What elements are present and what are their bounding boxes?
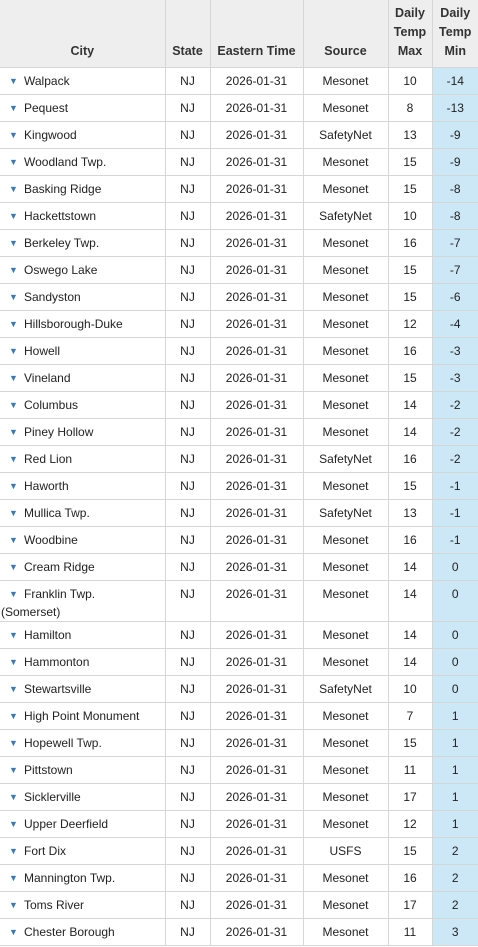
- cell-city: [0, 581, 165, 622]
- cell-eastern-time: 2026-01-31: [210, 446, 303, 473]
- cell-city: [0, 446, 165, 473]
- cell-city: [0, 527, 165, 554]
- triangle-down-icon[interactable]: ▼: [9, 657, 18, 667]
- city-name[interactable]: Howell: [24, 344, 61, 358]
- table-row[interactable]: [0, 392, 478, 419]
- cell-daily-temp-min: -3: [432, 365, 478, 392]
- cell-daily-temp-min: 0: [432, 649, 478, 676]
- table-row[interactable]: [0, 527, 478, 554]
- cell-daily-temp-max: 14: [388, 419, 432, 446]
- cell-daily-temp-min: -1: [432, 500, 478, 527]
- triangle-down-icon[interactable]: ▼: [9, 765, 18, 775]
- cell-source: Mesonet: [303, 865, 388, 892]
- cell-daily-temp-min: -1: [432, 473, 478, 500]
- triangle-down-icon[interactable]: ▼: [9, 481, 18, 491]
- cell-daily-temp-max: 16: [388, 527, 432, 554]
- cell-source: Mesonet: [303, 473, 388, 500]
- cell-source: Mesonet: [303, 311, 388, 338]
- cell-state: NJ: [165, 68, 210, 95]
- cell-eastern-time: 2026-01-31: [210, 919, 303, 946]
- cell-state: NJ: [165, 730, 210, 757]
- cell-daily-temp-max: 15: [388, 176, 432, 203]
- cell-daily-temp-max: 13: [388, 500, 432, 527]
- city-name[interactable]: Pequest: [24, 101, 69, 115]
- cell-state: NJ: [165, 622, 210, 649]
- cell-eastern-time: 2026-01-31: [210, 527, 303, 554]
- cell-daily-temp-min: 1: [432, 703, 478, 730]
- cell-eastern-time: 2026-01-31: [210, 649, 303, 676]
- table-row[interactable]: [0, 68, 478, 95]
- table-row[interactable]: [0, 892, 478, 919]
- cell-state: NJ: [165, 865, 210, 892]
- cell-source: Mesonet: [303, 176, 388, 203]
- city-name[interactable]: Mullica Twp.: [24, 506, 90, 520]
- cell-daily-temp-max: 7: [388, 703, 432, 730]
- cell-city: [0, 365, 165, 392]
- cell-eastern-time: 2026-01-31: [210, 230, 303, 257]
- cell-state: NJ: [165, 703, 210, 730]
- cell-city: [0, 68, 165, 95]
- cell-source: Mesonet: [303, 95, 388, 122]
- triangle-down-icon[interactable]: ▼: [9, 373, 18, 383]
- column-header-eastern-time[interactable]: Eastern Time: [210, 0, 303, 68]
- cell-daily-temp-min: 0: [432, 676, 478, 703]
- city-name[interactable]: Toms River: [24, 898, 85, 912]
- cell-state: NJ: [165, 892, 210, 919]
- cell-city: [0, 811, 165, 838]
- column-header-daily-temp-max[interactable]: Daily Temp Max: [388, 0, 432, 68]
- triangle-down-icon[interactable]: ▼: [9, 562, 18, 572]
- table-row[interactable]: [0, 365, 478, 392]
- cell-eastern-time: 2026-01-31: [210, 338, 303, 365]
- table-row[interactable]: [0, 703, 478, 730]
- city-name[interactable]: Hamilton: [24, 628, 72, 642]
- cell-state: NJ: [165, 230, 210, 257]
- cell-state: NJ: [165, 419, 210, 446]
- table-row[interactable]: [0, 446, 478, 473]
- cell-city: [0, 676, 165, 703]
- cell-state: NJ: [165, 500, 210, 527]
- city-name[interactable]: Hillsborough-Duke: [24, 317, 123, 331]
- cell-daily-temp-min: 0: [432, 554, 478, 581]
- table-row[interactable]: [0, 203, 478, 230]
- table-row[interactable]: [0, 730, 478, 757]
- column-header-city[interactable]: City: [0, 0, 165, 68]
- cell-city: [0, 338, 165, 365]
- table-row[interactable]: [0, 784, 478, 811]
- cell-eastern-time: 2026-01-31: [210, 68, 303, 95]
- triangle-down-icon[interactable]: ▼: [9, 184, 18, 194]
- cell-daily-temp-min: -1: [432, 527, 478, 554]
- cell-daily-temp-max: 15: [388, 365, 432, 392]
- table-row[interactable]: [0, 554, 478, 581]
- table-row[interactable]: [0, 257, 478, 284]
- cell-city: [0, 311, 165, 338]
- cell-daily-temp-min: 2: [432, 892, 478, 919]
- cell-daily-temp-max: 15: [388, 257, 432, 284]
- triangle-down-icon[interactable]: ▼: [9, 130, 18, 140]
- triangle-down-icon[interactable]: ▼: [9, 400, 18, 410]
- cell-eastern-time: 2026-01-31: [210, 865, 303, 892]
- cell-daily-temp-max: 11: [388, 757, 432, 784]
- city-name[interactable]: Hammonton: [24, 655, 90, 669]
- city-name-continued: (Somerset): [1, 605, 61, 619]
- cell-daily-temp-min: -7: [432, 230, 478, 257]
- triangle-down-icon[interactable]: ▼: [9, 292, 18, 302]
- city-name[interactable]: Haworth: [24, 479, 69, 493]
- cell-state: NJ: [165, 257, 210, 284]
- triangle-down-icon[interactable]: ▼: [9, 630, 18, 640]
- triangle-down-icon[interactable]: ▼: [9, 927, 18, 937]
- cell-daily-temp-max: 10: [388, 676, 432, 703]
- cell-source: Mesonet: [303, 622, 388, 649]
- triangle-down-icon[interactable]: ▼: [9, 711, 18, 721]
- cell-city: [0, 392, 165, 419]
- cell-daily-temp-max: 12: [388, 311, 432, 338]
- cell-city: [0, 149, 165, 176]
- cell-source: Mesonet: [303, 149, 388, 176]
- triangle-down-icon[interactable]: ▼: [9, 238, 18, 248]
- cell-eastern-time: 2026-01-31: [210, 257, 303, 284]
- table-row[interactable]: [0, 622, 478, 649]
- table-row[interactable]: [0, 581, 478, 622]
- cell-daily-temp-min: -7: [432, 257, 478, 284]
- cell-eastern-time: 2026-01-31: [210, 500, 303, 527]
- triangle-down-icon[interactable]: ▼: [9, 589, 18, 599]
- cell-daily-temp-min: 1: [432, 784, 478, 811]
- cell-city: [0, 784, 165, 811]
- cell-city: [0, 473, 165, 500]
- city-name[interactable]: Woodbine: [24, 533, 78, 547]
- cell-source: SafetyNet: [303, 676, 388, 703]
- cell-daily-temp-min: -3: [432, 338, 478, 365]
- city-name[interactable]: Columbus: [24, 398, 79, 412]
- cell-daily-temp-min: 1: [432, 811, 478, 838]
- city-name[interactable]: Oswego Lake: [24, 263, 98, 277]
- cell-daily-temp-max: 14: [388, 622, 432, 649]
- triangle-down-icon[interactable]: ▼: [9, 792, 18, 802]
- cell-state: NJ: [165, 527, 210, 554]
- cell-daily-temp-max: 17: [388, 892, 432, 919]
- cell-daily-temp-min: -14: [432, 68, 478, 95]
- city-name[interactable]: Vineland: [24, 371, 71, 385]
- cell-daily-temp-max: 16: [388, 446, 432, 473]
- table-row[interactable]: [0, 284, 478, 311]
- table-row[interactable]: [0, 676, 478, 703]
- cell-city: [0, 95, 165, 122]
- cell-daily-temp-min: -6: [432, 284, 478, 311]
- triangle-down-icon[interactable]: ▼: [9, 103, 18, 113]
- triangle-down-icon[interactable]: ▼: [9, 873, 18, 883]
- cell-daily-temp-min: 2: [432, 838, 478, 865]
- triangle-down-icon[interactable]: ▼: [9, 846, 18, 856]
- cell-state: NJ: [165, 784, 210, 811]
- table-row[interactable]: [0, 122, 478, 149]
- column-header-source[interactable]: Source: [303, 0, 388, 68]
- cell-city: [0, 554, 165, 581]
- cell-daily-temp-max: 11: [388, 919, 432, 946]
- cell-city: [0, 230, 165, 257]
- cell-source: Mesonet: [303, 392, 388, 419]
- cell-eastern-time: 2026-01-31: [210, 419, 303, 446]
- cell-eastern-time: 2026-01-31: [210, 392, 303, 419]
- cell-source: Mesonet: [303, 649, 388, 676]
- cell-daily-temp-min: -8: [432, 176, 478, 203]
- triangle-down-icon[interactable]: ▼: [9, 427, 18, 437]
- cell-daily-temp-max: 14: [388, 581, 432, 622]
- cell-source: USFS: [303, 838, 388, 865]
- table-row[interactable]: [0, 95, 478, 122]
- city-name[interactable]: Woodland Twp.: [24, 155, 107, 169]
- cell-source: Mesonet: [303, 284, 388, 311]
- triangle-down-icon[interactable]: ▼: [9, 346, 18, 356]
- cell-daily-temp-min: -2: [432, 419, 478, 446]
- cell-state: NJ: [165, 757, 210, 784]
- city-name[interactable]: Berkeley Twp.: [24, 236, 100, 250]
- city-name[interactable]: Fort Dix: [24, 844, 66, 858]
- cell-eastern-time: 2026-01-31: [210, 703, 303, 730]
- cell-state: NJ: [165, 919, 210, 946]
- city-name[interactable]: Sicklerville: [24, 790, 81, 804]
- cell-state: NJ: [165, 176, 210, 203]
- cell-source: Mesonet: [303, 581, 388, 622]
- cell-city: [0, 757, 165, 784]
- cell-state: NJ: [165, 676, 210, 703]
- cell-eastern-time: 2026-01-31: [210, 473, 303, 500]
- cell-daily-temp-max: 13: [388, 122, 432, 149]
- cell-daily-temp-min: 0: [432, 581, 478, 622]
- cell-daily-temp-max: 15: [388, 730, 432, 757]
- cell-city: [0, 500, 165, 527]
- cell-daily-temp-min: -2: [432, 392, 478, 419]
- cell-city: [0, 622, 165, 649]
- cell-daily-temp-max: 14: [388, 649, 432, 676]
- cell-daily-temp-min: -4: [432, 311, 478, 338]
- triangle-down-icon[interactable]: ▼: [9, 76, 18, 86]
- cell-eastern-time: 2026-01-31: [210, 203, 303, 230]
- cell-city: [0, 730, 165, 757]
- table-row[interactable]: [0, 338, 478, 365]
- cell-eastern-time: 2026-01-31: [210, 730, 303, 757]
- cell-source: Mesonet: [303, 730, 388, 757]
- cell-state: NJ: [165, 365, 210, 392]
- triangle-down-icon[interactable]: ▼: [9, 211, 18, 221]
- cell-eastern-time: 2026-01-31: [210, 892, 303, 919]
- cell-city: [0, 419, 165, 446]
- cell-state: NJ: [165, 581, 210, 622]
- cell-source: SafetyNet: [303, 446, 388, 473]
- cell-daily-temp-min: -9: [432, 149, 478, 176]
- cell-daily-temp-max: 8: [388, 95, 432, 122]
- table-row[interactable]: [0, 176, 478, 203]
- city-name[interactable]: Franklin Twp.: [24, 587, 96, 601]
- cell-daily-temp-max: 10: [388, 203, 432, 230]
- cell-state: NJ: [165, 95, 210, 122]
- city-name[interactable]: Piney Hollow: [24, 425, 94, 439]
- table-row[interactable]: [0, 473, 478, 500]
- table-header: [0, 0, 478, 68]
- city-name[interactable]: High Point Monument: [24, 709, 140, 723]
- city-name[interactable]: Hopewell Twp.: [24, 736, 102, 750]
- table-row[interactable]: [0, 865, 478, 892]
- cell-city: [0, 203, 165, 230]
- table-row[interactable]: [0, 419, 478, 446]
- cell-city: [0, 649, 165, 676]
- cell-city: [0, 176, 165, 203]
- column-header-state[interactable]: State: [165, 0, 210, 68]
- cell-daily-temp-min: -8: [432, 203, 478, 230]
- cell-state: NJ: [165, 838, 210, 865]
- city-name[interactable]: Mannington Twp.: [24, 871, 116, 885]
- cell-daily-temp-max: 14: [388, 554, 432, 581]
- cell-source: SafetyNet: [303, 203, 388, 230]
- cell-daily-temp-max: 14: [388, 392, 432, 419]
- cell-eastern-time: 2026-01-31: [210, 122, 303, 149]
- cell-daily-temp-min: -2: [432, 446, 478, 473]
- cell-eastern-time: 2026-01-31: [210, 176, 303, 203]
- table-row[interactable]: [0, 649, 478, 676]
- cell-source: SafetyNet: [303, 122, 388, 149]
- cell-daily-temp-min: 1: [432, 757, 478, 784]
- cell-source: Mesonet: [303, 554, 388, 581]
- city-name[interactable]: Upper Deerfield: [24, 817, 109, 831]
- cell-eastern-time: 2026-01-31: [210, 784, 303, 811]
- cell-source: Mesonet: [303, 68, 388, 95]
- cell-city: [0, 257, 165, 284]
- table-row[interactable]: [0, 500, 478, 527]
- cell-source: Mesonet: [303, 419, 388, 446]
- cell-state: NJ: [165, 311, 210, 338]
- cell-daily-temp-max: 12: [388, 811, 432, 838]
- triangle-down-icon[interactable]: ▼: [9, 454, 18, 464]
- cell-eastern-time: 2026-01-31: [210, 581, 303, 622]
- cell-source: Mesonet: [303, 811, 388, 838]
- cell-state: NJ: [165, 649, 210, 676]
- cell-daily-temp-min: 2: [432, 865, 478, 892]
- cell-eastern-time: 2026-01-31: [210, 757, 303, 784]
- cell-source: Mesonet: [303, 892, 388, 919]
- cell-eastern-time: 2026-01-31: [210, 811, 303, 838]
- cell-eastern-time: 2026-01-31: [210, 676, 303, 703]
- cell-daily-temp-min: 3: [432, 919, 478, 946]
- cell-eastern-time: 2026-01-31: [210, 284, 303, 311]
- cell-daily-temp-max: 17: [388, 784, 432, 811]
- triangle-down-icon[interactable]: ▼: [9, 319, 18, 329]
- cell-eastern-time: 2026-01-31: [210, 554, 303, 581]
- cell-daily-temp-max: 16: [388, 230, 432, 257]
- cell-daily-temp-max: 16: [388, 338, 432, 365]
- cell-source: Mesonet: [303, 919, 388, 946]
- table-row[interactable]: [0, 838, 478, 865]
- city-name[interactable]: Walpack: [24, 74, 70, 88]
- cell-state: NJ: [165, 554, 210, 581]
- cell-daily-temp-max: 15: [388, 838, 432, 865]
- cell-eastern-time: 2026-01-31: [210, 622, 303, 649]
- cell-city: [0, 122, 165, 149]
- triangle-down-icon[interactable]: ▼: [9, 265, 18, 275]
- cell-state: NJ: [165, 149, 210, 176]
- cell-city: [0, 919, 165, 946]
- triangle-down-icon[interactable]: ▼: [9, 738, 18, 748]
- triangle-down-icon[interactable]: ▼: [9, 684, 18, 694]
- cell-state: NJ: [165, 473, 210, 500]
- city-name[interactable]: Stewartsville: [24, 682, 92, 696]
- cell-source: Mesonet: [303, 230, 388, 257]
- triangle-down-icon[interactable]: ▼: [9, 535, 18, 545]
- cell-city: [0, 284, 165, 311]
- table-body: [0, 68, 478, 946]
- triangle-down-icon[interactable]: ▼: [9, 157, 18, 167]
- city-name[interactable]: Cream Ridge: [24, 560, 95, 574]
- cell-daily-temp-max: 15: [388, 473, 432, 500]
- city-name[interactable]: Basking Ridge: [24, 182, 102, 196]
- cell-source: Mesonet: [303, 703, 388, 730]
- cell-source: Mesonet: [303, 757, 388, 784]
- cell-eastern-time: 2026-01-31: [210, 838, 303, 865]
- table-row[interactable]: [0, 757, 478, 784]
- city-name[interactable]: Kingwood: [24, 128, 77, 142]
- cell-source: Mesonet: [303, 338, 388, 365]
- cell-city: [0, 703, 165, 730]
- cell-source: Mesonet: [303, 784, 388, 811]
- table-row[interactable]: [0, 919, 478, 946]
- cell-daily-temp-min: -9: [432, 122, 478, 149]
- city-name[interactable]: Hackettstown: [24, 209, 97, 223]
- table-row[interactable]: [0, 230, 478, 257]
- cell-daily-temp-max: 15: [388, 284, 432, 311]
- table-row[interactable]: [0, 311, 478, 338]
- cell-source: Mesonet: [303, 365, 388, 392]
- cell-daily-temp-min: 1: [432, 730, 478, 757]
- city-name[interactable]: Sandyston: [24, 290, 81, 304]
- cell-eastern-time: 2026-01-31: [210, 149, 303, 176]
- city-name[interactable]: Chester Borough: [24, 925, 115, 939]
- triangle-down-icon[interactable]: ▼: [9, 819, 18, 829]
- cell-eastern-time: 2026-01-31: [210, 365, 303, 392]
- cell-daily-temp-max: 15: [388, 149, 432, 176]
- cell-state: NJ: [165, 811, 210, 838]
- triangle-down-icon[interactable]: ▼: [9, 900, 18, 910]
- cell-state: NJ: [165, 284, 210, 311]
- cell-source: Mesonet: [303, 527, 388, 554]
- cell-eastern-time: 2026-01-31: [210, 95, 303, 122]
- triangle-down-icon[interactable]: ▼: [9, 508, 18, 518]
- cell-state: NJ: [165, 203, 210, 230]
- column-header-daily-temp-min[interactable]: Daily Temp Min: [432, 0, 478, 68]
- cell-state: NJ: [165, 446, 210, 473]
- cell-daily-temp-min: -13: [432, 95, 478, 122]
- cell-city: [0, 892, 165, 919]
- table-row[interactable]: [0, 149, 478, 176]
- city-name[interactable]: Red Lion: [24, 452, 73, 466]
- cell-daily-temp-max: 10: [388, 68, 432, 95]
- cell-state: NJ: [165, 122, 210, 149]
- city-name[interactable]: Pittstown: [24, 763, 73, 777]
- cell-eastern-time: 2026-01-31: [210, 311, 303, 338]
- cell-daily-temp-min: 0: [432, 622, 478, 649]
- cell-state: NJ: [165, 392, 210, 419]
- cell-source: SafetyNet: [303, 500, 388, 527]
- cell-source: Mesonet: [303, 257, 388, 284]
- cell-daily-temp-max: 16: [388, 865, 432, 892]
- cell-city: [0, 838, 165, 865]
- cell-city: [0, 865, 165, 892]
- cell-state: NJ: [165, 338, 210, 365]
- table-row[interactable]: [0, 811, 478, 838]
